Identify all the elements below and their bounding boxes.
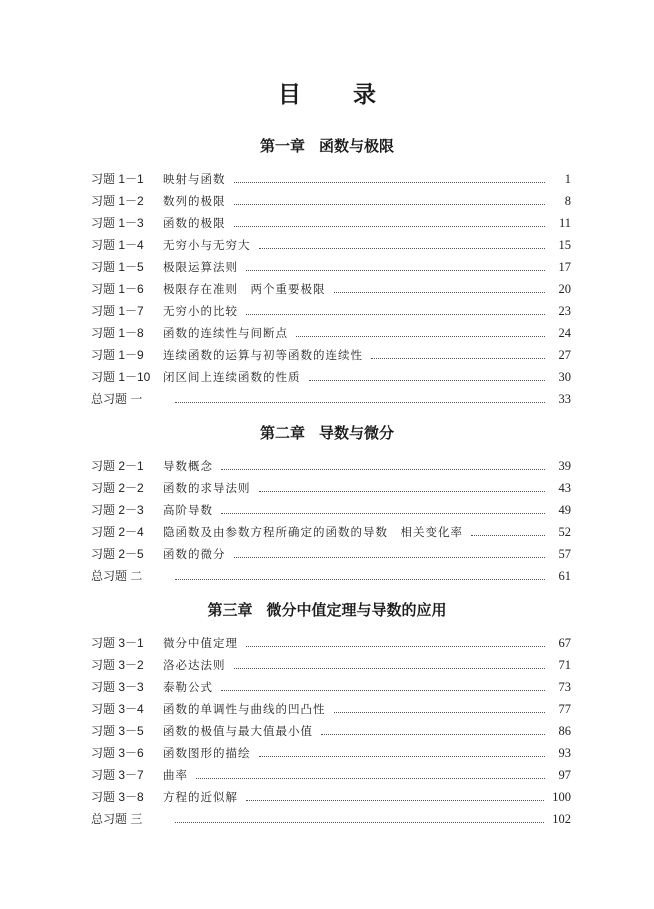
exercise-label: 习题 3－3 — [91, 680, 144, 694]
exercise-label: 习题 3－5 — [91, 724, 144, 738]
dot-leader — [246, 269, 545, 271]
section-name: 泰勒公式 — [163, 680, 213, 694]
toc-entry[interactable] — [91, 721, 571, 741]
section-name: 函数的求导法则 — [163, 481, 251, 495]
toc-entry[interactable] — [91, 500, 571, 520]
chapter-number: 第二章 — [259, 424, 305, 442]
page-number: 67 — [558, 636, 571, 650]
toc-entry[interactable] — [91, 235, 571, 255]
dot-leader — [175, 578, 545, 580]
toc-entry[interactable] — [91, 765, 571, 785]
section-name: 函数的极值与最大值最小值 — [163, 724, 313, 738]
page-number: 33 — [558, 392, 571, 406]
section-name: 曲率 — [163, 768, 188, 782]
exercise-label: 习题 3－8 — [91, 790, 144, 804]
exercise-label: 习题 1－9 — [91, 348, 144, 362]
dot-leader — [234, 556, 546, 558]
section-name: 方程的近似解 — [163, 790, 238, 804]
toc-entry[interactable] — [91, 367, 571, 387]
exercise-label: 习题 1－8 — [91, 326, 144, 340]
section-name: 数列的极限 — [163, 194, 226, 208]
exercise-label: 习题 2－4 — [91, 525, 144, 539]
page-number: 93 — [558, 746, 571, 760]
section-name: 函数的极限 — [163, 216, 226, 230]
summary-label: 总习题 三 — [91, 812, 143, 826]
section-name: 无穷小与无穷大 — [163, 238, 251, 252]
chapter-number: 第三章 — [207, 601, 253, 619]
section-name: 函数的单调性与曲线的凹凸性 — [163, 702, 326, 716]
dot-leader — [321, 733, 545, 735]
section-name: 函数的微分 — [163, 547, 226, 561]
toc-entry[interactable] — [91, 655, 571, 675]
toc-summary-entry[interactable] — [91, 389, 571, 409]
dot-leader — [471, 534, 545, 536]
page-title: 目 录 — [277, 82, 398, 108]
chapter-name: 函数与极限 — [319, 137, 395, 155]
section-name: 高阶导数 — [163, 503, 213, 517]
exercise-label: 习题 1－10 — [91, 370, 151, 384]
exercise-label: 习题 2－5 — [91, 547, 144, 561]
dot-leader — [175, 401, 545, 403]
page-number: 15 — [558, 238, 571, 252]
dot-leader — [259, 755, 546, 757]
toc-entry[interactable] — [91, 677, 571, 697]
section-name: 无穷小的比较 — [163, 304, 238, 318]
page-number: 17 — [558, 260, 571, 274]
page-number: 71 — [558, 658, 571, 672]
page-number: 102 — [552, 812, 571, 826]
page-number: 97 — [558, 768, 571, 782]
toc-entry[interactable] — [91, 743, 571, 763]
toc-entry[interactable] — [91, 478, 571, 498]
page-number: 11 — [558, 216, 571, 230]
section-name: 导数概念 — [163, 459, 213, 473]
dot-leader — [221, 689, 545, 691]
page-number: 39 — [558, 459, 571, 473]
dot-leader — [221, 512, 545, 514]
exercise-label: 习题 2－1 — [91, 459, 144, 473]
chapter-3-title — [0, 600, 654, 620]
dot-leader — [196, 777, 545, 779]
exercise-label: 习题 1－4 — [91, 238, 144, 252]
exercise-label: 习题 2－3 — [91, 503, 144, 517]
section-name: 映射与函数 — [163, 172, 226, 186]
dot-leader — [334, 711, 546, 713]
exercise-label: 习题 1－1 — [91, 172, 144, 186]
dot-leader — [175, 821, 544, 823]
dot-leader — [296, 335, 545, 337]
toc-entry[interactable] — [91, 279, 571, 299]
dot-leader — [334, 291, 546, 293]
summary-label: 总习题 二 — [91, 569, 143, 583]
section-name: 极限运算法则 — [163, 260, 238, 274]
dot-leader — [246, 645, 545, 647]
section-name: 隐函数及由参数方程所确定的函数的导数 相关变化率 — [163, 525, 463, 539]
chapter-2-title — [0, 423, 654, 443]
dot-leader — [259, 247, 546, 249]
page-number: 23 — [558, 304, 571, 318]
page-number: 100 — [552, 790, 571, 804]
section-name: 闭区间上连续函数的性质 — [163, 370, 301, 384]
toc-entry[interactable] — [91, 213, 571, 233]
exercise-label: 习题 3－6 — [91, 746, 144, 760]
toc-entry[interactable] — [91, 544, 571, 564]
dot-leader — [234, 203, 546, 205]
toc-entry[interactable] — [91, 323, 571, 343]
dot-leader — [246, 799, 544, 801]
toc-entry[interactable] — [91, 169, 571, 189]
toc-entry[interactable] — [91, 522, 571, 542]
dot-leader — [234, 181, 546, 183]
exercise-label: 习题 3－1 — [91, 636, 144, 650]
page-number: 61 — [558, 569, 571, 583]
dot-leader — [309, 379, 546, 381]
summary-label: 总习题 一 — [91, 392, 143, 406]
page-number: 57 — [558, 547, 571, 561]
chapter-1-title — [0, 136, 654, 156]
toc-summary-entry[interactable] — [91, 809, 571, 829]
section-name: 微分中值定理 — [163, 636, 238, 650]
exercise-label: 习题 3－7 — [91, 768, 144, 782]
exercise-label: 习题 1－5 — [91, 260, 144, 274]
dot-leader — [234, 667, 546, 669]
page-number: 24 — [558, 326, 571, 340]
exercise-label: 习题 1－2 — [91, 194, 144, 208]
page-number: 86 — [558, 724, 571, 738]
page-number: 73 — [558, 680, 571, 694]
toc-summary-entry[interactable] — [91, 566, 571, 586]
section-name: 函数图形的描绘 — [163, 746, 251, 760]
toc-entry[interactable] — [91, 787, 571, 807]
dot-leader — [259, 490, 546, 492]
toc-entry[interactable] — [91, 345, 571, 365]
page-number: 1 — [564, 172, 571, 186]
page-number: 20 — [558, 282, 571, 296]
dot-leader — [371, 357, 545, 359]
toc-entry[interactable] — [91, 301, 571, 321]
page-number: 77 — [558, 702, 571, 716]
exercise-label: 习题 3－2 — [91, 658, 144, 672]
page-number: 43 — [558, 481, 571, 495]
dot-leader — [246, 313, 545, 315]
exercise-label: 习题 2－2 — [91, 481, 144, 495]
dot-leader — [221, 468, 545, 470]
section-name: 极限存在准则 两个重要极限 — [163, 282, 326, 296]
section-name: 连续函数的运算与初等函数的连续性 — [163, 348, 363, 362]
toc-entry[interactable] — [91, 257, 571, 277]
toc-entry[interactable] — [91, 633, 571, 653]
chapter-name: 微分中值定理与导数的应用 — [266, 601, 447, 619]
exercise-label: 习题 3－4 — [91, 702, 144, 716]
page-number: 49 — [558, 503, 571, 517]
page-number: 27 — [558, 348, 571, 362]
toc-entry[interactable] — [91, 456, 571, 476]
chapter-name: 导数与微分 — [319, 424, 395, 442]
exercise-label: 习题 1－7 — [91, 304, 144, 318]
chapter-number: 第一章 — [259, 137, 305, 155]
exercise-label: 习题 1－3 — [91, 216, 144, 230]
section-name: 函数的连续性与间断点 — [163, 326, 288, 340]
page-number: 8 — [564, 194, 571, 208]
exercise-label: 习题 1－6 — [91, 282, 144, 296]
toc-entry[interactable] — [91, 699, 571, 719]
page-number: 30 — [558, 370, 571, 384]
dot-leader — [234, 225, 546, 227]
page-number: 52 — [558, 525, 571, 539]
section-name: 洛必达法则 — [163, 658, 226, 672]
toc-entry[interactable] — [91, 191, 571, 211]
